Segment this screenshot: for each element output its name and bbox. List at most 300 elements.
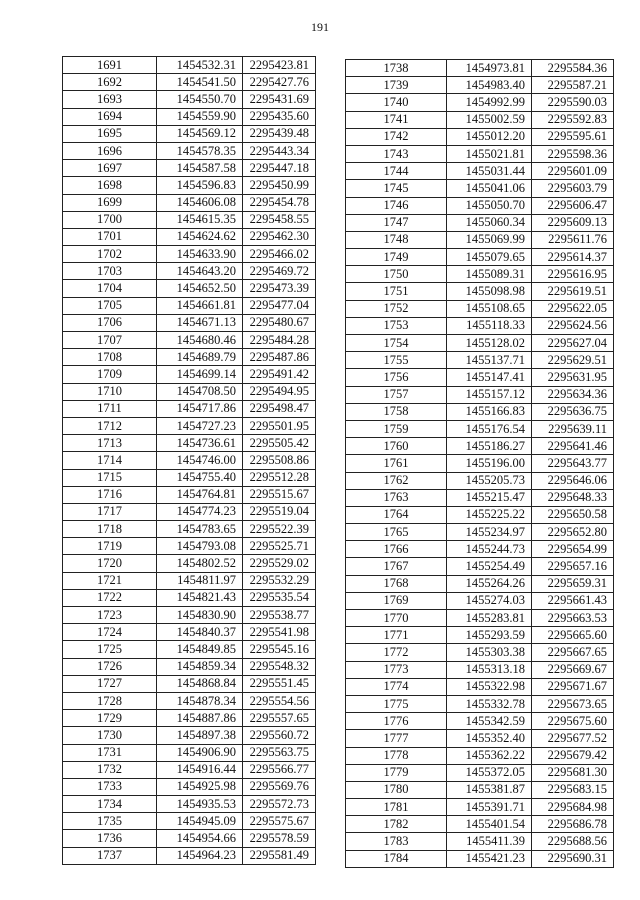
x-coordinate-cell: 1455274.03	[447, 592, 532, 609]
point-number-cell: 1729	[63, 710, 157, 727]
y-coordinate-cell: 2295683.15	[532, 781, 614, 798]
y-coordinate-cell: 2295557.65	[243, 710, 316, 727]
table-row	[63, 125, 316, 142]
y-coordinate-cell: 2295466.02	[243, 246, 316, 263]
y-coordinate-cell: 2295641.46	[532, 438, 614, 455]
y-coordinate-cell: 2295629.51	[532, 352, 614, 369]
point-number-cell: 1707	[63, 332, 157, 349]
x-coordinate-cell: 1455002.59	[447, 111, 532, 128]
table-row	[63, 435, 316, 452]
x-coordinate-cell: 1454793.08	[157, 538, 243, 555]
table-row	[63, 607, 316, 624]
table-row	[346, 799, 614, 816]
point-number-cell: 1768	[346, 575, 447, 592]
y-coordinate-cell: 2295480.67	[243, 314, 316, 331]
x-coordinate-cell: 1455157.12	[447, 386, 532, 403]
point-number-cell: 1743	[346, 145, 447, 162]
y-coordinate-cell: 2295634.36	[532, 386, 614, 403]
x-coordinate-cell: 1455264.26	[447, 575, 532, 592]
y-coordinate-cell: 2295538.77	[243, 607, 316, 624]
table-row	[63, 228, 316, 245]
table-row	[346, 661, 614, 678]
table-row	[346, 335, 614, 352]
x-coordinate-cell: 1454802.52	[157, 555, 243, 572]
point-number-cell: 1723	[63, 607, 157, 624]
point-number-cell: 1718	[63, 521, 157, 538]
x-coordinate-cell: 1454727.23	[157, 417, 243, 434]
x-coordinate-cell: 1455196.00	[447, 455, 532, 472]
point-number-cell: 1693	[63, 91, 157, 108]
point-number-cell: 1702	[63, 246, 157, 263]
x-coordinate-cell: 1454830.90	[157, 607, 243, 624]
table-row	[63, 314, 316, 331]
point-number-cell: 1773	[346, 661, 447, 678]
x-coordinate-cell: 1454973.81	[447, 60, 532, 77]
y-coordinate-cell: 2295484.28	[243, 332, 316, 349]
point-number-cell: 1703	[63, 263, 157, 280]
point-number-cell: 1769	[346, 592, 447, 609]
point-number-cell: 1710	[63, 383, 157, 400]
x-coordinate-cell: 1455060.34	[447, 214, 532, 231]
point-number-cell: 1771	[346, 627, 447, 644]
table-row	[346, 850, 614, 867]
x-coordinate-cell: 1454569.12	[157, 125, 243, 142]
x-coordinate-cell: 1454708.50	[157, 383, 243, 400]
x-coordinate-cell: 1455244.73	[447, 541, 532, 558]
x-coordinate-cell: 1455176.54	[447, 420, 532, 437]
x-coordinate-cell: 1455303.38	[447, 644, 532, 661]
y-coordinate-cell: 2295560.72	[243, 727, 316, 744]
y-coordinate-cell: 2295636.75	[532, 403, 614, 420]
x-coordinate-cell: 1454671.13	[157, 314, 243, 331]
x-coordinate-cell: 1454897.38	[157, 727, 243, 744]
y-coordinate-cell: 2295541.98	[243, 624, 316, 641]
table-row	[63, 246, 316, 263]
point-number-cell: 1698	[63, 177, 157, 194]
y-coordinate-cell: 2295686.78	[532, 816, 614, 833]
point-number-cell: 1737	[63, 847, 157, 864]
y-coordinate-cell: 2295569.76	[243, 778, 316, 795]
table-row	[63, 727, 316, 744]
point-number-cell: 1780	[346, 781, 447, 798]
table-row	[346, 180, 614, 197]
x-coordinate-cell: 1454559.90	[157, 108, 243, 125]
x-coordinate-cell: 1455118.33	[447, 317, 532, 334]
y-coordinate-cell: 2295525.71	[243, 538, 316, 555]
point-number-cell: 1697	[63, 160, 157, 177]
point-number-cell: 1715	[63, 469, 157, 486]
table-row	[63, 555, 316, 572]
table-row	[63, 400, 316, 417]
point-number-cell: 1709	[63, 366, 157, 383]
table-row	[63, 74, 316, 91]
x-coordinate-cell: 1454699.14	[157, 366, 243, 383]
table-row	[346, 438, 614, 455]
y-coordinate-cell: 2295529.02	[243, 555, 316, 572]
table-row	[63, 469, 316, 486]
point-number-cell: 1734	[63, 796, 157, 813]
table-row	[63, 503, 316, 520]
table-row	[63, 658, 316, 675]
point-number-cell: 1751	[346, 283, 447, 300]
table-row	[346, 197, 614, 214]
y-coordinate-cell: 2295439.48	[243, 125, 316, 142]
y-coordinate-cell: 2295494.95	[243, 383, 316, 400]
point-number-cell: 1750	[346, 266, 447, 283]
x-coordinate-cell: 1454954.66	[157, 830, 243, 847]
point-number-cell: 1724	[63, 624, 157, 641]
y-coordinate-cell: 2295469.72	[243, 263, 316, 280]
y-coordinate-cell: 2295491.42	[243, 366, 316, 383]
table-row	[63, 710, 316, 727]
table-row	[63, 847, 316, 864]
y-coordinate-cell: 2295458.55	[243, 211, 316, 228]
y-coordinate-cell: 2295592.83	[532, 111, 614, 128]
coordinate-table-left	[62, 56, 316, 865]
x-coordinate-cell: 1454578.35	[157, 142, 243, 159]
x-coordinate-cell: 1454661.81	[157, 297, 243, 314]
point-number-cell: 1759	[346, 420, 447, 437]
y-coordinate-cell: 2295675.60	[532, 713, 614, 730]
x-coordinate-cell: 1454906.90	[157, 744, 243, 761]
point-number-cell: 1770	[346, 610, 447, 627]
point-number-cell: 1696	[63, 142, 157, 159]
x-coordinate-cell: 1455352.40	[447, 730, 532, 747]
table-row	[346, 386, 614, 403]
x-coordinate-cell: 1455421.23	[447, 850, 532, 867]
table-row	[346, 472, 614, 489]
y-coordinate-cell: 2295665.60	[532, 627, 614, 644]
x-coordinate-cell: 1455041.06	[447, 180, 532, 197]
y-coordinate-cell: 2295684.98	[532, 799, 614, 816]
y-coordinate-cell: 2295598.36	[532, 145, 614, 162]
table-row	[63, 194, 316, 211]
table-row	[346, 524, 614, 541]
x-coordinate-cell: 1454783.65	[157, 521, 243, 538]
point-number-cell: 1755	[346, 352, 447, 369]
table-row	[63, 263, 316, 280]
x-coordinate-cell: 1455225.22	[447, 506, 532, 523]
y-coordinate-cell: 2295572.73	[243, 796, 316, 813]
point-number-cell: 1708	[63, 349, 157, 366]
x-coordinate-cell: 1454811.97	[157, 572, 243, 589]
x-coordinate-cell: 1454878.34	[157, 692, 243, 709]
y-coordinate-cell: 2295427.76	[243, 74, 316, 91]
point-number-cell: 1775	[346, 695, 447, 712]
point-number-cell: 1726	[63, 658, 157, 675]
x-coordinate-cell: 1454840.37	[157, 624, 243, 641]
x-coordinate-cell: 1454849.85	[157, 641, 243, 658]
x-coordinate-cell: 1455391.71	[447, 799, 532, 816]
point-number-cell: 1717	[63, 503, 157, 520]
table-row	[346, 695, 614, 712]
table-row	[63, 332, 316, 349]
page-number: 191	[311, 20, 329, 34]
x-coordinate-cell: 1454541.50	[157, 74, 243, 91]
table-row	[63, 572, 316, 589]
y-coordinate-cell: 2295673.65	[532, 695, 614, 712]
x-coordinate-cell: 1455186.27	[447, 438, 532, 455]
y-coordinate-cell: 2295450.99	[243, 177, 316, 194]
point-number-cell: 1733	[63, 778, 157, 795]
y-coordinate-cell: 2295498.47	[243, 400, 316, 417]
point-number-cell: 1732	[63, 761, 157, 778]
y-coordinate-cell: 2295690.31	[532, 850, 614, 867]
y-coordinate-cell: 2295595.61	[532, 128, 614, 145]
table-row	[63, 417, 316, 434]
y-coordinate-cell: 2295606.47	[532, 197, 614, 214]
x-coordinate-cell: 1455411.39	[447, 833, 532, 850]
table-body	[63, 57, 316, 865]
y-coordinate-cell: 2295624.56	[532, 317, 614, 334]
y-coordinate-cell: 2295519.04	[243, 503, 316, 520]
x-coordinate-cell: 1455234.97	[447, 524, 532, 541]
y-coordinate-cell: 2295681.30	[532, 764, 614, 781]
table-row	[63, 486, 316, 503]
x-coordinate-cell: 1455089.31	[447, 266, 532, 283]
table-row	[346, 317, 614, 334]
x-coordinate-cell: 1455372.05	[447, 764, 532, 781]
point-number-cell: 1748	[346, 231, 447, 248]
y-coordinate-cell: 2295477.04	[243, 297, 316, 314]
x-coordinate-cell: 1454916.44	[157, 761, 243, 778]
table-row	[346, 352, 614, 369]
table-row	[346, 455, 614, 472]
x-coordinate-cell: 1455283.81	[447, 610, 532, 627]
point-number-cell: 1767	[346, 558, 447, 575]
x-coordinate-cell: 1454746.00	[157, 452, 243, 469]
point-number-cell: 1731	[63, 744, 157, 761]
x-coordinate-cell: 1454643.20	[157, 263, 243, 280]
table-row	[346, 833, 614, 850]
x-coordinate-cell: 1455137.71	[447, 352, 532, 369]
y-coordinate-cell: 2295505.42	[243, 435, 316, 452]
x-coordinate-cell: 1454925.98	[157, 778, 243, 795]
y-coordinate-cell: 2295601.09	[532, 163, 614, 180]
table-row	[63, 761, 316, 778]
x-coordinate-cell: 1455012.20	[447, 128, 532, 145]
table-row	[346, 575, 614, 592]
y-coordinate-cell: 2295679.42	[532, 747, 614, 764]
point-number-cell: 1753	[346, 317, 447, 334]
point-number-cell: 1714	[63, 452, 157, 469]
point-number-cell: 1745	[346, 180, 447, 197]
y-coordinate-cell: 2295551.45	[243, 675, 316, 692]
table-row	[346, 713, 614, 730]
point-number-cell: 1776	[346, 713, 447, 730]
x-coordinate-cell: 1455401.54	[447, 816, 532, 833]
x-coordinate-cell: 1455362.22	[447, 747, 532, 764]
y-coordinate-cell: 2295646.06	[532, 472, 614, 489]
table-row	[63, 675, 316, 692]
table-row	[63, 57, 316, 74]
point-number-cell: 1763	[346, 489, 447, 506]
point-number-cell: 1699	[63, 194, 157, 211]
table-row	[346, 214, 614, 231]
table-row	[346, 781, 614, 798]
x-coordinate-cell: 1455313.18	[447, 661, 532, 678]
point-number-cell: 1761	[346, 455, 447, 472]
point-number-cell: 1744	[346, 163, 447, 180]
x-coordinate-cell: 1454945.09	[157, 813, 243, 830]
table-row	[63, 297, 316, 314]
table-row	[346, 369, 614, 386]
point-number-cell: 1704	[63, 280, 157, 297]
y-coordinate-cell: 2295522.39	[243, 521, 316, 538]
point-number-cell: 1772	[346, 644, 447, 661]
y-coordinate-cell: 2295603.79	[532, 180, 614, 197]
x-coordinate-cell: 1454680.46	[157, 332, 243, 349]
x-coordinate-cell: 1455069.99	[447, 231, 532, 248]
x-coordinate-cell: 1454717.86	[157, 400, 243, 417]
y-coordinate-cell: 2295566.77	[243, 761, 316, 778]
point-number-cell: 1706	[63, 314, 157, 331]
x-coordinate-cell: 1454755.40	[157, 469, 243, 486]
y-coordinate-cell: 2295643.77	[532, 455, 614, 472]
x-coordinate-cell: 1455254.49	[447, 558, 532, 575]
point-number-cell: 1781	[346, 799, 447, 816]
point-number-cell: 1740	[346, 94, 447, 111]
y-coordinate-cell: 2295659.31	[532, 575, 614, 592]
y-coordinate-cell: 2295515.67	[243, 486, 316, 503]
point-number-cell: 1719	[63, 538, 157, 555]
point-number-cell: 1728	[63, 692, 157, 709]
table-row	[63, 452, 316, 469]
y-coordinate-cell: 2295619.51	[532, 283, 614, 300]
point-number-cell: 1695	[63, 125, 157, 142]
y-coordinate-cell: 2295627.04	[532, 335, 614, 352]
point-number-cell: 1691	[63, 57, 157, 74]
y-coordinate-cell: 2295652.80	[532, 524, 614, 541]
point-number-cell: 1752	[346, 300, 447, 317]
table-row	[63, 692, 316, 709]
y-coordinate-cell: 2295578.59	[243, 830, 316, 847]
x-coordinate-cell: 1455128.02	[447, 335, 532, 352]
x-coordinate-cell: 1455050.70	[447, 197, 532, 214]
point-number-cell: 1720	[63, 555, 157, 572]
x-coordinate-cell: 1454992.99	[447, 94, 532, 111]
table-row	[346, 816, 614, 833]
point-number-cell: 1721	[63, 572, 157, 589]
point-number-cell: 1782	[346, 816, 447, 833]
point-number-cell: 1736	[63, 830, 157, 847]
x-coordinate-cell: 1454821.43	[157, 589, 243, 606]
point-number-cell: 1764	[346, 506, 447, 523]
point-number-cell: 1760	[346, 438, 447, 455]
point-number-cell: 1749	[346, 249, 447, 266]
y-coordinate-cell: 2295587.21	[532, 77, 614, 94]
table-row	[346, 764, 614, 781]
table-row	[63, 641, 316, 658]
point-number-cell: 1757	[346, 386, 447, 403]
x-coordinate-cell: 1454764.81	[157, 486, 243, 503]
x-coordinate-cell: 1455021.81	[447, 145, 532, 162]
y-coordinate-cell: 2295657.16	[532, 558, 614, 575]
table-row	[63, 521, 316, 538]
point-number-cell: 1722	[63, 589, 157, 606]
table-row	[346, 489, 614, 506]
point-number-cell: 1730	[63, 727, 157, 744]
x-coordinate-cell: 1455332.78	[447, 695, 532, 712]
x-coordinate-cell: 1454606.08	[157, 194, 243, 211]
y-coordinate-cell: 2295614.37	[532, 249, 614, 266]
x-coordinate-cell: 1455381.87	[447, 781, 532, 798]
table-row	[346, 60, 614, 77]
point-number-cell: 1765	[346, 524, 447, 541]
x-coordinate-cell: 1455293.59	[447, 627, 532, 644]
y-coordinate-cell: 2295423.81	[243, 57, 316, 74]
table-row	[63, 177, 316, 194]
y-coordinate-cell: 2295435.60	[243, 108, 316, 125]
table-row	[346, 403, 614, 420]
y-coordinate-cell: 2295671.67	[532, 678, 614, 695]
point-number-cell: 1766	[346, 541, 447, 558]
y-coordinate-cell: 2295622.05	[532, 300, 614, 317]
table-row	[63, 830, 316, 847]
x-coordinate-cell: 1455147.41	[447, 369, 532, 386]
x-coordinate-cell: 1454689.79	[157, 349, 243, 366]
y-coordinate-cell: 2295631.95	[532, 369, 614, 386]
x-coordinate-cell: 1454935.53	[157, 796, 243, 813]
table-row	[346, 163, 614, 180]
point-number-cell: 1756	[346, 369, 447, 386]
point-number-cell: 1774	[346, 678, 447, 695]
table-row	[346, 678, 614, 695]
table-row	[63, 280, 316, 297]
table-row	[63, 796, 316, 813]
y-coordinate-cell: 2295462.30	[243, 228, 316, 245]
table-row	[63, 349, 316, 366]
table-body	[346, 60, 614, 868]
y-coordinate-cell: 2295535.54	[243, 589, 316, 606]
x-coordinate-cell: 1454964.23	[157, 847, 243, 864]
table-row	[63, 160, 316, 177]
y-coordinate-cell: 2295545.16	[243, 641, 316, 658]
x-coordinate-cell: 1455342.59	[447, 713, 532, 730]
y-coordinate-cell: 2295639.11	[532, 420, 614, 437]
table-row	[346, 730, 614, 747]
point-number-cell: 1739	[346, 77, 447, 94]
point-number-cell: 1712	[63, 417, 157, 434]
y-coordinate-cell: 2295677.52	[532, 730, 614, 747]
y-coordinate-cell: 2295563.75	[243, 744, 316, 761]
y-coordinate-cell: 2295611.76	[532, 231, 614, 248]
x-coordinate-cell: 1454774.23	[157, 503, 243, 520]
y-coordinate-cell: 2295548.32	[243, 658, 316, 675]
point-number-cell: 1701	[63, 228, 157, 245]
table-row	[346, 592, 614, 609]
y-coordinate-cell: 2295590.03	[532, 94, 614, 111]
y-coordinate-cell: 2295584.36	[532, 60, 614, 77]
point-number-cell: 1742	[346, 128, 447, 145]
x-coordinate-cell: 1455079.65	[447, 249, 532, 266]
point-number-cell: 1758	[346, 403, 447, 420]
y-coordinate-cell: 2295447.18	[243, 160, 316, 177]
table-row	[63, 813, 316, 830]
table-row	[346, 747, 614, 764]
table-row	[63, 211, 316, 228]
table-row	[346, 128, 614, 145]
x-coordinate-cell: 1455322.98	[447, 678, 532, 695]
point-number-cell: 1778	[346, 747, 447, 764]
point-number-cell: 1779	[346, 764, 447, 781]
y-coordinate-cell: 2295501.95	[243, 417, 316, 434]
y-coordinate-cell: 2295473.39	[243, 280, 316, 297]
x-coordinate-cell: 1455215.47	[447, 489, 532, 506]
y-coordinate-cell: 2295663.53	[532, 610, 614, 627]
y-coordinate-cell: 2295654.99	[532, 541, 614, 558]
x-coordinate-cell: 1454596.83	[157, 177, 243, 194]
